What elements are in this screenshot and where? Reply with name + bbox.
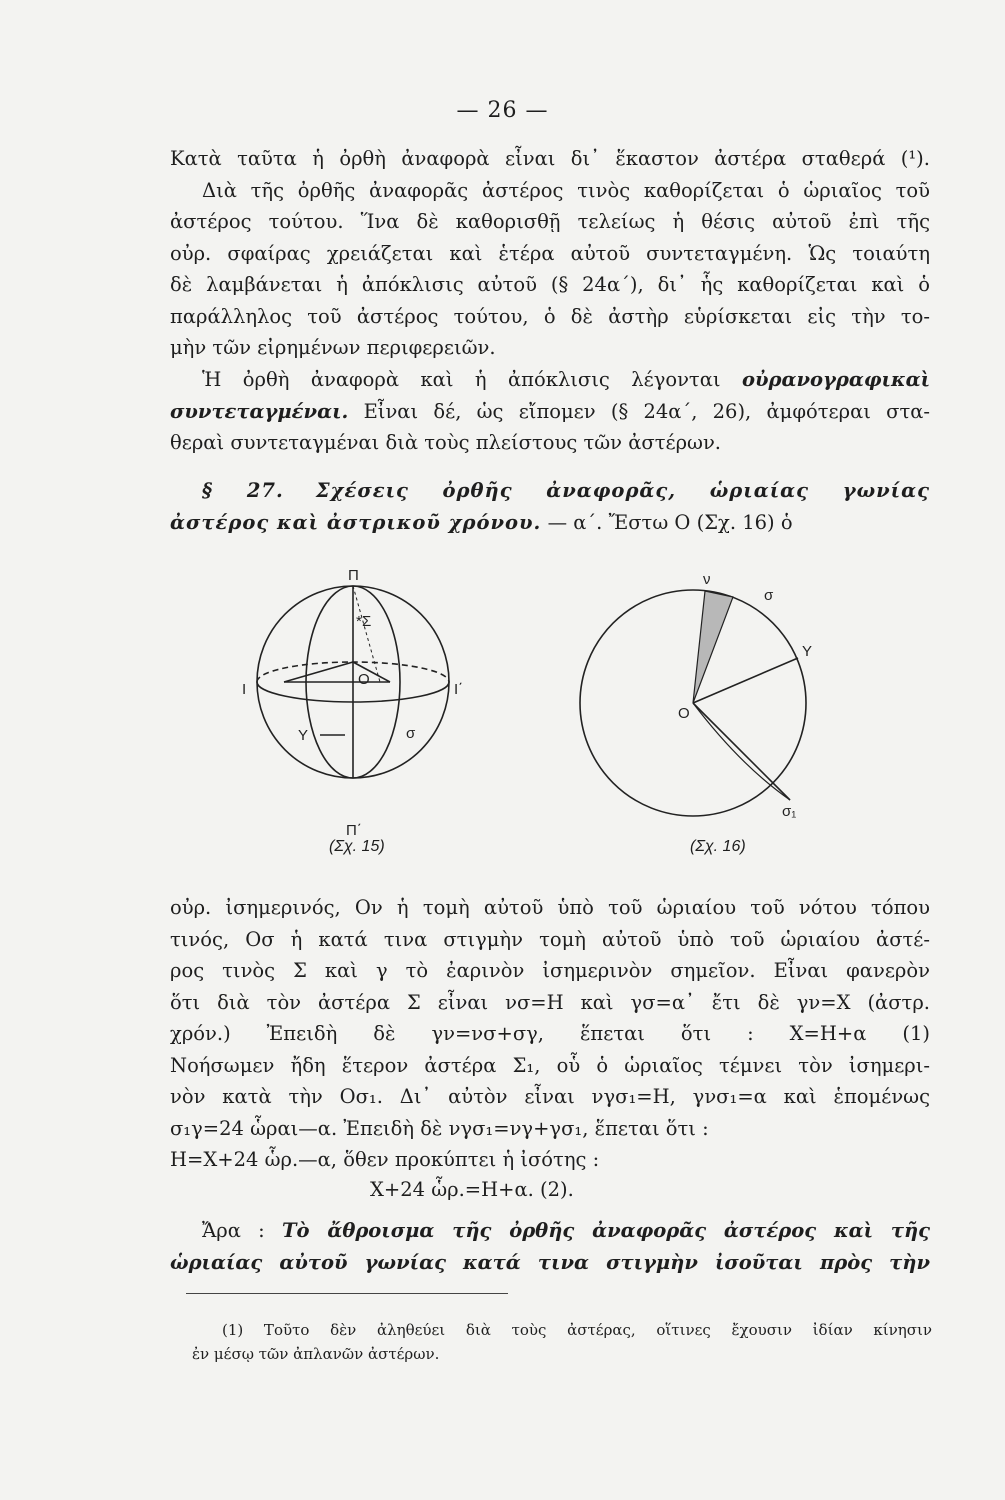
- figure-15-caption: (Σχ. 15): [329, 838, 385, 855]
- section-title-line: § 27. Σχέσεις ὀρθῆς ἀναφορᾶς, ὡριαίας γωνίας: [202, 479, 930, 502]
- section-heading: [170, 475, 930, 538]
- text-line: χρόν.) Ἐπειδὴ δὲ γν=νσ+σγ, ἕπεται ὅτι : Χ=Η+α (1): [170, 1022, 930, 1045]
- figure-16: [570, 560, 810, 840]
- label-left: Ι: [242, 681, 247, 698]
- label-pole-n: Π: [348, 567, 359, 584]
- text-line: δὲ λαμβάνεται ἡ ἀπόκλισις αὐτοῦ (§ 24α΄), δι᾽ ἧς καθορίζεται καὶ ὁ: [170, 273, 930, 296]
- text-line: νὸν κατὰ τὴν Οσ₁. Δι᾽ αὐτὸν εἶναι νγσ₁=Η, γνσ₁=α καὶ ἑπομένως: [170, 1085, 930, 1108]
- figure-16-caption: (Σχ. 16): [690, 838, 746, 855]
- paragraph-coordinates: [170, 364, 930, 459]
- label-sigma: σ: [764, 587, 774, 604]
- text-line: οὐρ. σφαίρας χρειάζεται καὶ ἑτέρα αὐτοῦ συντεταγμένη. Ὡς τοιαύτη: [170, 241, 930, 265]
- paragraph-relations: [170, 892, 930, 1176]
- footnote-line: (1) Τοῦτο δὲν ἀληθεύει διὰ τοὺς ἀστέρας, οἵτινες ἔχουσιν ἰδίαν κίνησιν: [222, 1321, 932, 1339]
- text-line: σ₁γ=24 ὧραι—α. Ἐπειδὴ δὲ νγσ₁=νγ+γσ₁, ἕπεται ὅτι :: [170, 1116, 709, 1140]
- footnote: [192, 1318, 932, 1366]
- label-pole-s: Π΄: [346, 822, 362, 839]
- text-line: Κατὰ ταῦτα ἡ ὀρθὴ ἀναφορὰ εἶναι δι᾽ ἕκαστον ἀστέρα σταθερά (¹).: [170, 147, 930, 170]
- text-line: Ἡ ὀρθὴ ἀναφορὰ καὶ ἡ ἀπόκλισις λέγονται οὐρανογραφικαὶ: [202, 368, 931, 391]
- figure-15: [240, 560, 470, 860]
- text-line: Διὰ τῆς ὀρθῆς ἀναφορᾶς ἀστέρος τινὸς καθορίζεται ὁ ὡριαῖος τοῦ: [202, 178, 930, 202]
- paragraph-conclusion: [170, 1215, 930, 1278]
- text-line: θεραὶ συντεταγμέναι διὰ τοὺς πλείστους τῶν ἀστέρων.: [170, 431, 721, 454]
- label-gamma: Υ: [801, 643, 812, 660]
- text-line: ρος τινὸς Σ καὶ γ τὸ ἐαρινὸν ἰσημερινὸν σημεῖον. Εἶναι φανερὸν: [170, 959, 930, 982]
- label-star: Σ: [362, 613, 372, 630]
- footnote-rule: [186, 1293, 508, 1294]
- footnote-line: ἐν μέσῳ τῶν ἀπλανῶν ἀστέρων.: [192, 1345, 440, 1363]
- star-mark: *: [356, 613, 362, 630]
- label-center: Ο: [358, 671, 370, 688]
- label-sigma: σ: [406, 725, 416, 742]
- label-right: Ι΄: [454, 681, 464, 698]
- text-line: Ἄρα : Τὸ ἄθροισμα τῆς ὀρθῆς ἀναφορᾶς ἀστέρος καὶ τῆς: [202, 1219, 930, 1242]
- text-line: Η=Χ+24 ὧρ.—α, ὅθεν προκύπτει ἡ ἰσότης :: [170, 1148, 600, 1171]
- text-line: τινός, Οσ ἡ κατά τινα στιγμὴν τομὴ αὐτοῦ ὑπὸ τοῦ ὡριαίου ἀστέ-: [170, 927, 930, 951]
- text-line: συντεταγμέναι. Εἶναι δέ, ὡς εἴπομεν (§ 24α΄, 26), ἀμφότεραι στα-: [170, 399, 930, 423]
- text-line: οὐρ. ἰσημερινός, Ον ἡ τομὴ αὐτοῦ ὑπὸ τοῦ ὡριαίου τοῦ νότου τόπου: [170, 896, 930, 919]
- text-line: μὴν τῶν εἰρημένων περιφερειῶν.: [170, 336, 496, 359]
- equation-2: Χ+24 ὧρ.=Η+α. (2).: [370, 1178, 574, 1201]
- label-nu: ν: [703, 571, 711, 588]
- text-line: ὅτι διὰ τὸν ἀστέρα Σ εἶναι νσ=Η καὶ γσ=α᾽ ἔτι δὲ γν=Χ (ἀστρ.: [170, 990, 930, 1014]
- text-line: ἀστέρος τούτου. Ἵνα δὲ καθορισθῇ τελείως ἡ θέσις αὐτοῦ ἐπὶ τῆς: [170, 210, 930, 233]
- label-center: Ο: [678, 705, 690, 722]
- label-sigma1: σ₁: [782, 803, 797, 820]
- text-line: ὡριαίας αὐτοῦ γωνίας κατά τινα στιγμὴν ἰσοῦται πρὸς τὴν: [170, 1250, 930, 1274]
- section-title-line: ἀστέρος καὶ ἀστρικοῦ χρόνου. — α΄. Ἔστω Ο (Σχ. 16) ὁ: [170, 510, 793, 534]
- page-number: — 26 —: [456, 98, 549, 123]
- paragraph-intro: [170, 143, 930, 364]
- label-gamma: Υ: [298, 727, 309, 744]
- text-line: παράλληλος τοῦ ἀστέρος τούτου, ὁ δὲ ἀστὴρ εὑρίσκεται εἰς τὴν το-: [170, 304, 930, 328]
- text-line: Νοήσωμεν ἤδη ἕτερον ἀστέρα Σ₁, οὗ ὁ ὡριαῖος τέμνει τὸν ἰσημερι-: [170, 1053, 930, 1077]
